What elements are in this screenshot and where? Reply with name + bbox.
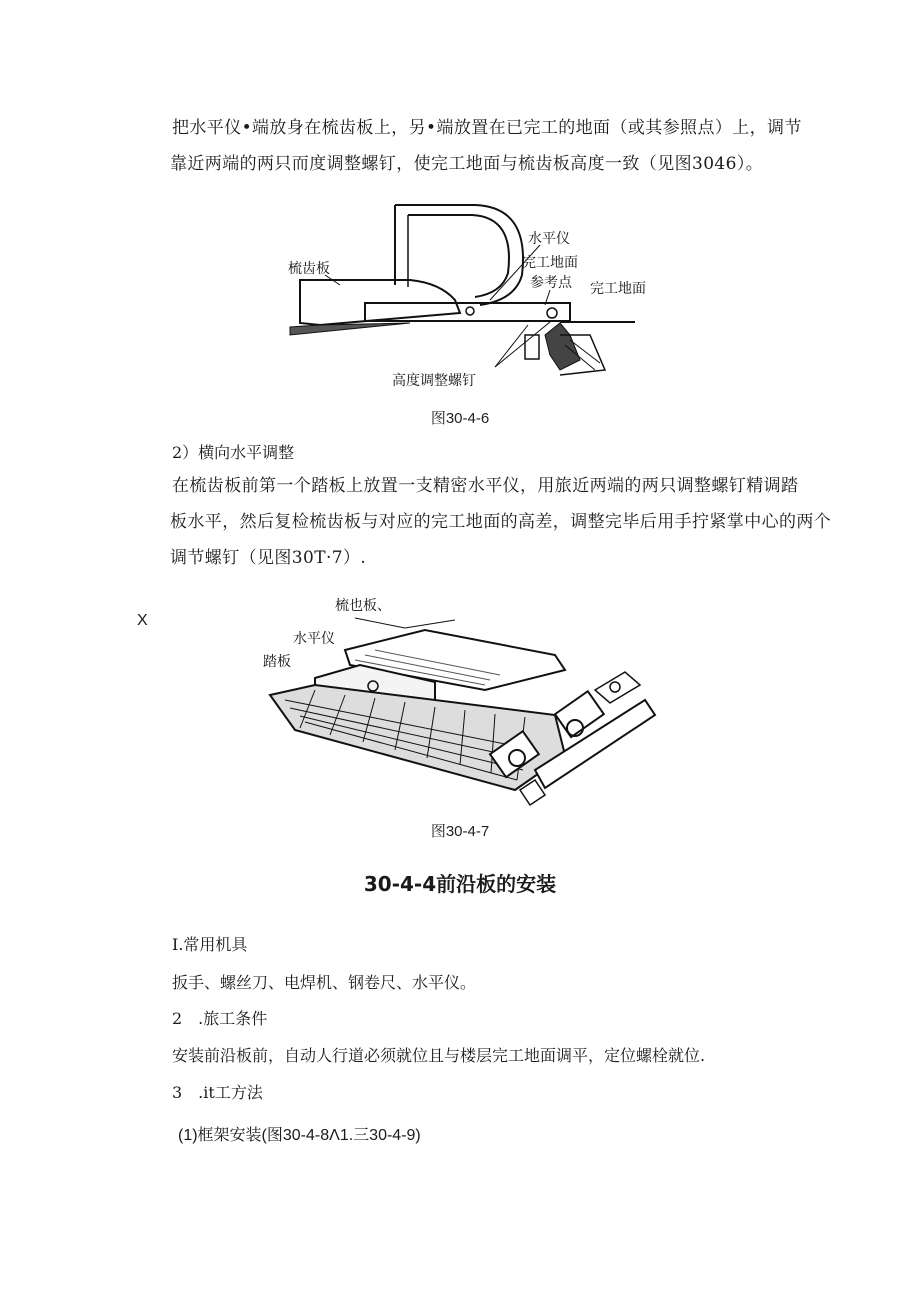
figure-30-4-7 [255,590,675,810]
stray-mark: X [137,612,148,629]
level-handle [395,205,523,305]
paragraph-line: 把水平仪•端放身在梳齿板上，另•端放置在已完工的地面（或其参照点）上，调节 [172,118,802,138]
label-ref-point-line2: 参考点 [530,275,572,291]
method-title: 3 .it工方法 [172,1083,263,1102]
section-heading: 30-4-4前沿板的安装 [363,872,557,896]
tools-list: 扳手、螺丝刀、电焊机、钢卷尺、水平仪。 [172,973,477,992]
conditions-text: 安装前沿板前，自动人行道必须就位且与楼层完工地面调平，定位螺栓就位. [172,1046,706,1065]
subheading-lateral-level: 2）横向水平调整 [172,443,295,462]
paragraph-step-adjustment [170,468,832,576]
label-finished-floor: 完工地面 [590,281,646,297]
height-screw-shape [525,335,539,359]
paragraph-line: 靠近两端的两只而度调整螺钉，使完工地面与梳齿板高度一致（见图3046）。 [170,154,764,174]
paragraph-line: 板水平，然后复检梳齿板与对应的完工地面的高差，调整完毕后用手拧紧掌中心的两个 [170,512,832,532]
figure-caption-30-4-6: 图30-4-6 [430,410,490,427]
figure-caption-30-4-7: 图30-4-7 [430,823,490,840]
label-height-screw: 高度调整螺钉 [392,373,476,389]
paragraph-level-placement [170,110,802,182]
conditions-title: 2 .旅工条件 [172,1009,268,1028]
tools-title: I.常用机具 [172,935,248,954]
paragraph-line: 调节螺钉（见图30T·7）. [170,548,367,568]
label-ref-point-line1: 完工地面 [522,255,578,271]
label-level: 水平仪 [293,631,335,647]
method-item-1: (1)框架安装(图30-4-8Λ1.三30-4-9) [178,1127,421,1144]
label-step: 踏板 [263,654,291,670]
label-comb-plate: 梳齿板 [288,261,330,277]
label-level: 水平仪 [528,231,570,247]
label-comb-plate: 梳也板、 [335,598,391,614]
paragraph-line: 在梳齿板前第一个踏板上放置一支精密水平仪，用旅近两端的两只调整螺钉精调踏 [172,476,799,496]
figure-30-4-6 [260,195,680,395]
